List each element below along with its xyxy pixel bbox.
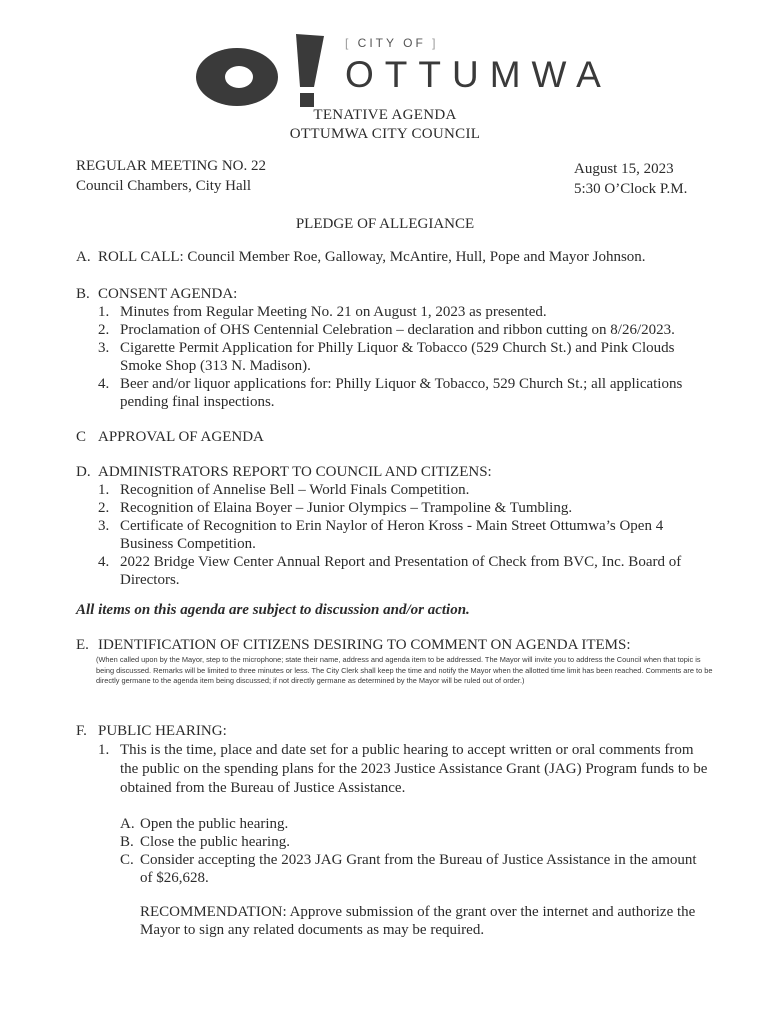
meeting-time: 5:30 O’Clock P.M. (574, 181, 688, 197)
council-title: OTTUMWA CITY COUNCIL (289, 126, 481, 142)
logo-exclamation-bar (296, 34, 324, 87)
list-item-number: 1. (98, 482, 110, 498)
meeting-number: REGULAR MEETING NO. 22 (76, 158, 266, 174)
citizen-comment-heading: IDENTIFICATION OF CITIZENS DESIRING TO COMMENT ON AGENDA ITEMS: (98, 637, 631, 653)
comment-rules-fine-print: (When called upon by the Mayor, step to the microphone; state their name, address and agenda item to be addressed. The Mayor will invite you to address the Council when that topic is being discussed. Remarks will be limited to three minutes or less. The City Clerk shall keep the time and notify the Mayor when the allotted time limit has been reached. Comments are to be directly germane to the agenda item being discussed; if not directly germane as determined by the Mayor will be ruled out of order.) (96, 655, 713, 685)
approval-of-agenda: APPROVAL OF AGENDA (98, 429, 264, 445)
meeting-location: Council Chambers, City Hall (76, 178, 251, 194)
list-item: Proclamation of OHS Centennial Celebration – declaration and ribbon cutting on 8/26/2023. (120, 322, 675, 338)
list-item: 2022 Bridge View Center Annual Report and Presentation of Check from BVC, Inc. Board of (120, 554, 682, 570)
city-name-logotype: OTTUMWA (345, 54, 612, 95)
public-hearing-heading: PUBLIC HEARING: (98, 723, 227, 739)
list-item: Cigarette Permit Application for Philly Liquor & Tobacco (529 Church St.) and Pink Clouds (120, 340, 675, 356)
list-item-number: 2. (98, 322, 110, 338)
pledge-heading: PLEDGE OF ALLEGIANCE (295, 216, 475, 232)
sub-item-letter: B. (120, 834, 134, 850)
sub-item-letter: C. (120, 852, 134, 868)
list-item-continuation: pending final inspections. (120, 394, 275, 410)
list-item: Recognition of Elaina Boyer – Junior Olympics – Trampoline & Tumbling. (120, 500, 573, 516)
logo-exclamation-dot (300, 93, 314, 107)
administrators-report-heading: ADMINISTRATORS REPORT TO COUNCIL AND CITIZENS: (98, 464, 492, 480)
list-item-number: 3. (98, 340, 110, 356)
public-hearing-text: This is the time, place and date set for a public hearing to accept written or oral comments from (120, 742, 694, 758)
section-b-letter: B. (76, 286, 90, 302)
list-item: Recognition of Annelise Bell – World Finals Competition. (120, 482, 470, 498)
public-hearing-text: the public on the spending plans for the 2023 Justice Assistance Grant (JAG) Program funds to be (120, 761, 708, 777)
list-item-continuation: Directors. (120, 572, 180, 588)
list-item-continuation: Smoke Shop (313 N. Madison). (120, 358, 311, 374)
list-item-number: 4. (98, 554, 110, 570)
meeting-datetime (574, 159, 687, 199)
list-item: Beer and/or liquor applications for: Philly Liquor & Tobacco, 529 Church St.; all applications (120, 376, 683, 392)
recommendation: RECOMMENDATION: Approve submission of the grant over the internet and authorize the (140, 904, 696, 920)
list-item-number: 2. (98, 500, 110, 516)
logo-o-hole (225, 66, 253, 88)
list-item-number: 3. (98, 518, 110, 534)
meeting-date: August 15, 2023 (574, 161, 674, 177)
section-e-letter: E. (76, 637, 89, 653)
list-item-number: 4. (98, 376, 110, 392)
list-item-number: 1. (98, 742, 110, 758)
sub-item-letter: A. (120, 816, 135, 832)
city-logo (196, 32, 336, 110)
sub-item: Close the public hearing. (140, 834, 290, 850)
sub-item: Open the public hearing. (140, 816, 289, 832)
public-hearing-text: obtained from the Bureau of Justice Assistance. (120, 780, 406, 796)
city-of-label: [ CITY OF ] (345, 36, 439, 50)
sub-item-continuation: of $26,628. (140, 870, 209, 886)
section-c-letter: C (76, 429, 87, 445)
section-f-letter: F. (76, 723, 87, 739)
section-d-letter: D. (76, 464, 91, 480)
roll-call: ROLL CALL: Council Member Roe, Galloway, McAntire, Hull, Pope and Mayor Johnson. (98, 249, 646, 265)
consent-agenda-heading: CONSENT AGENDA: (98, 286, 238, 302)
agenda-title: TENATIVE AGENDA (313, 107, 457, 123)
list-item-number: 1. (98, 304, 110, 320)
list-item-continuation: Business Competition. (120, 536, 256, 552)
recommendation-continuation: Mayor to sign any related documents as may be required. (140, 922, 485, 938)
list-item: Minutes from Regular Meeting No. 21 on August 1, 2023 as presented. (120, 304, 547, 320)
sub-item: Consider accepting the 2023 JAG Grant from the Bureau of Justice Assistance in the amount (140, 852, 697, 868)
meeting-info (76, 156, 266, 196)
discussion-note: All items on this agenda are subject to discussion and/or action. (76, 602, 470, 618)
list-item: Certificate of Recognition to Erin Naylor of Heron Kross - Main Street Ottumwa’s Open 4 (120, 518, 664, 534)
section-a-letter: A. (76, 249, 91, 265)
